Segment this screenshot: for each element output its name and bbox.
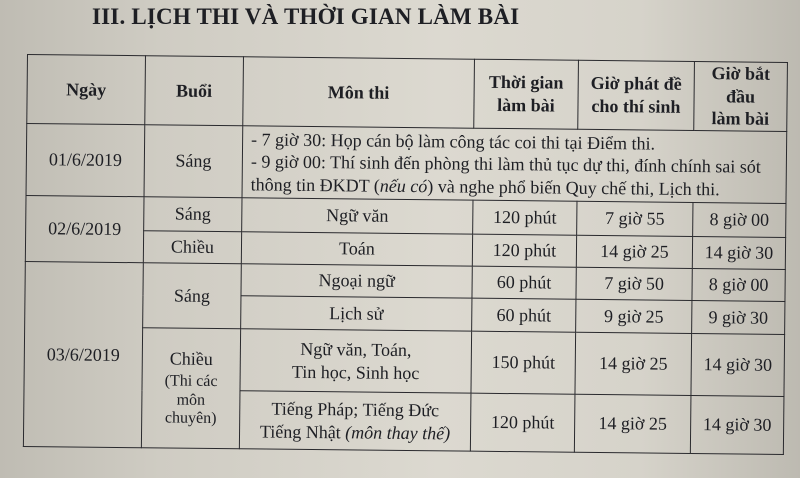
subject-cell: Ngoại ngữ bbox=[241, 264, 472, 298]
subject-line2-italic: (môn thay thế) bbox=[345, 421, 451, 443]
header-session: Buổi bbox=[145, 56, 244, 126]
subject-cell bbox=[239, 391, 471, 451]
handout-cell: 7 giờ 50 bbox=[576, 267, 692, 300]
header-start-time bbox=[694, 61, 788, 130]
note-line-1: - 7 giờ 30: Họp cán bộ làm công tác coi thi tại Điểm thi. bbox=[251, 128, 656, 154]
duration-cell: 120 phút bbox=[470, 393, 575, 452]
note-line-2-tail: ) và nghe phổ biến Quy chế thi, Lịch thi. bbox=[427, 175, 720, 199]
start-cell: 9 giờ 30 bbox=[692, 300, 785, 334]
subject-cell: Lịch sử bbox=[241, 296, 472, 331]
duration-cell: 120 phút bbox=[473, 200, 577, 235]
subject-cell: Ngữ văn bbox=[242, 198, 473, 234]
header-start-line2: làm bài bbox=[711, 108, 770, 129]
duration-cell: 150 phút bbox=[471, 331, 576, 394]
handout-cell: 14 giờ 25 bbox=[575, 332, 692, 395]
day1-notes bbox=[242, 125, 787, 203]
session-note-line3: chuyên) bbox=[164, 409, 217, 428]
session-note-line2: môn bbox=[176, 391, 206, 409]
table-row bbox=[26, 195, 786, 237]
duration-cell: 60 phút bbox=[472, 266, 576, 299]
note-line-2-text: - 9 giờ 00: Thí sinh đến phòng thi làm thủ tục dự thi, đính chính sai sót thông tin ĐKDT ( bbox=[250, 151, 761, 196]
header-handout-line1: Giờ phát đề bbox=[590, 73, 682, 95]
header-duration-line1: Thời gian bbox=[488, 72, 564, 93]
session-label: Chiều bbox=[169, 348, 213, 369]
handout-cell: 14 giờ 25 bbox=[574, 394, 691, 453]
handout-cell: 9 giờ 25 bbox=[576, 299, 692, 333]
subject-line1: Ngữ văn, Toán, bbox=[300, 338, 412, 361]
subject-line2: Tin học, Sinh học bbox=[291, 361, 420, 383]
table-header-row bbox=[27, 55, 788, 131]
page-title: III. LỊCH THI VÀ THỜI GIAN LÀM BÀI bbox=[92, 4, 520, 29]
table-row bbox=[26, 123, 787, 203]
note-line-2 bbox=[251, 150, 778, 201]
start-cell: 8 giờ 00 bbox=[693, 202, 786, 237]
session-cell: Sáng bbox=[144, 197, 242, 232]
duration-cell: 60 phút bbox=[472, 298, 576, 332]
session-cell: Chiều bbox=[143, 231, 241, 264]
start-cell: 14 giờ 30 bbox=[691, 333, 785, 396]
date-cell: 02/6/2019 bbox=[25, 195, 144, 262]
session-cell bbox=[141, 328, 240, 449]
header-duration-line2: làm bài bbox=[497, 94, 555, 116]
subject-cell bbox=[240, 329, 472, 393]
subject-line2-text: Tiếng Nhật bbox=[259, 420, 346, 442]
start-cell: 14 giờ 30 bbox=[690, 395, 784, 454]
note-line-2-italic: nếu có bbox=[379, 175, 428, 196]
table-row bbox=[25, 261, 785, 301]
header-duration bbox=[474, 59, 579, 129]
header-date: Ngày bbox=[27, 55, 146, 125]
handout-cell: 14 giờ 25 bbox=[576, 235, 692, 268]
header-handout-time bbox=[578, 60, 695, 130]
handout-cell: 7 giờ 55 bbox=[577, 201, 693, 236]
header-subject: Môn thi bbox=[243, 57, 475, 128]
exam-schedule-table bbox=[23, 54, 788, 455]
start-cell: 8 giờ 00 bbox=[692, 268, 785, 301]
header-handout-line2: cho thí sinh bbox=[591, 95, 681, 117]
duration-cell: 120 phút bbox=[472, 234, 576, 267]
date-cell: 01/6/2019 bbox=[26, 123, 145, 197]
header-start-line1: Giờ bắt đầu bbox=[711, 63, 771, 107]
subject-cell: Toán bbox=[241, 232, 472, 266]
session-note-line1: (Thi các bbox=[164, 372, 218, 391]
session-cell: Sáng bbox=[143, 263, 242, 329]
start-cell: 14 giờ 30 bbox=[692, 236, 785, 269]
date-cell: 03/6/2019 bbox=[23, 261, 143, 447]
session-cell: Sáng bbox=[144, 124, 243, 198]
subject-line1: Tiếng Pháp; Tiếng Đức bbox=[271, 398, 440, 421]
subject-line2 bbox=[260, 421, 451, 443]
